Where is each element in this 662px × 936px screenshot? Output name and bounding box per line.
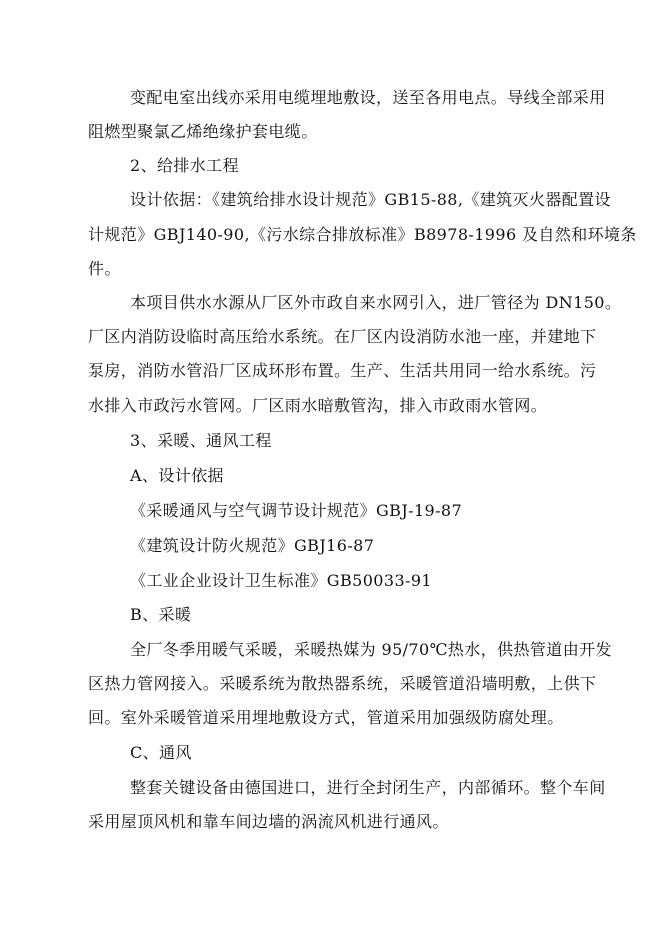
subsection-heading: C、通风 [130, 743, 192, 762]
paragraph-line: 整套关键设备由德国进口，进行全封闭生产，内部循环。整个车间 [130, 778, 606, 797]
section-heading: 3、采暖、通风工程 [130, 431, 272, 450]
paragraph-line: 区热力管网接入。采暖系统为散热器系统，采暖管道沿墙明敷，上供下 [88, 674, 597, 693]
paragraph-line: 件。 [88, 259, 121, 278]
section-heading: 2、给排水工程 [130, 156, 239, 175]
reference-line: 《工业企业设计卫生标准》GB50033-91 [130, 571, 433, 590]
paragraph-line: 计规范》GBJ140-90,《污水综合排放标准》B8978-1996 及自然和环境条 [88, 225, 637, 244]
paragraph-line: 本项目供水水源从厂区外市政自来水网引入，进厂管径为 DN150。 [130, 293, 622, 312]
paragraph-line: 泵房，消防水管沿厂区成环形布置。生产、生活共用同一给水系统。污 [88, 361, 597, 380]
paragraph-line: 变配电室出线亦采用电缆埋地敷设，送至各用电点。导线全部采用 [130, 88, 606, 107]
paragraph-line: 设计依据：《建筑给排水设计规范》GB15-88,《建筑灭火器配置设 [130, 190, 611, 209]
paragraph-line: 采用屋顶风机和靠车间边墙的涡流风机进行通风。 [88, 812, 449, 831]
subsection-heading: B、采暖 [130, 605, 192, 624]
paragraph-line: 阻燃型聚氯乙烯绝缘护套电缆。 [88, 122, 318, 141]
paragraph-line: 水排入市政污水管网。厂区雨水暗敷管沟，排入市政雨水管网。 [88, 396, 548, 415]
paragraph-line: 回。室外采暖管道采用埋地敷设方式，管道采用加强级防腐处理。 [88, 708, 564, 727]
paragraph-line: 全厂冬季用暖气采暖，采暖热媒为 95/70℃热水，供热管道由开发 [130, 640, 612, 659]
reference-line: 《建筑设计防火规范》GBJ16-87 [130, 536, 375, 555]
reference-line: 《采暖通风与空气调节设计规范》GBJ-19-87 [130, 501, 463, 520]
paragraph-line: 厂区内消防设临时高压给水系统。在厂区内设消防水池一座，并建地下 [88, 327, 597, 346]
subsection-heading: A、设计依据 [130, 466, 224, 485]
